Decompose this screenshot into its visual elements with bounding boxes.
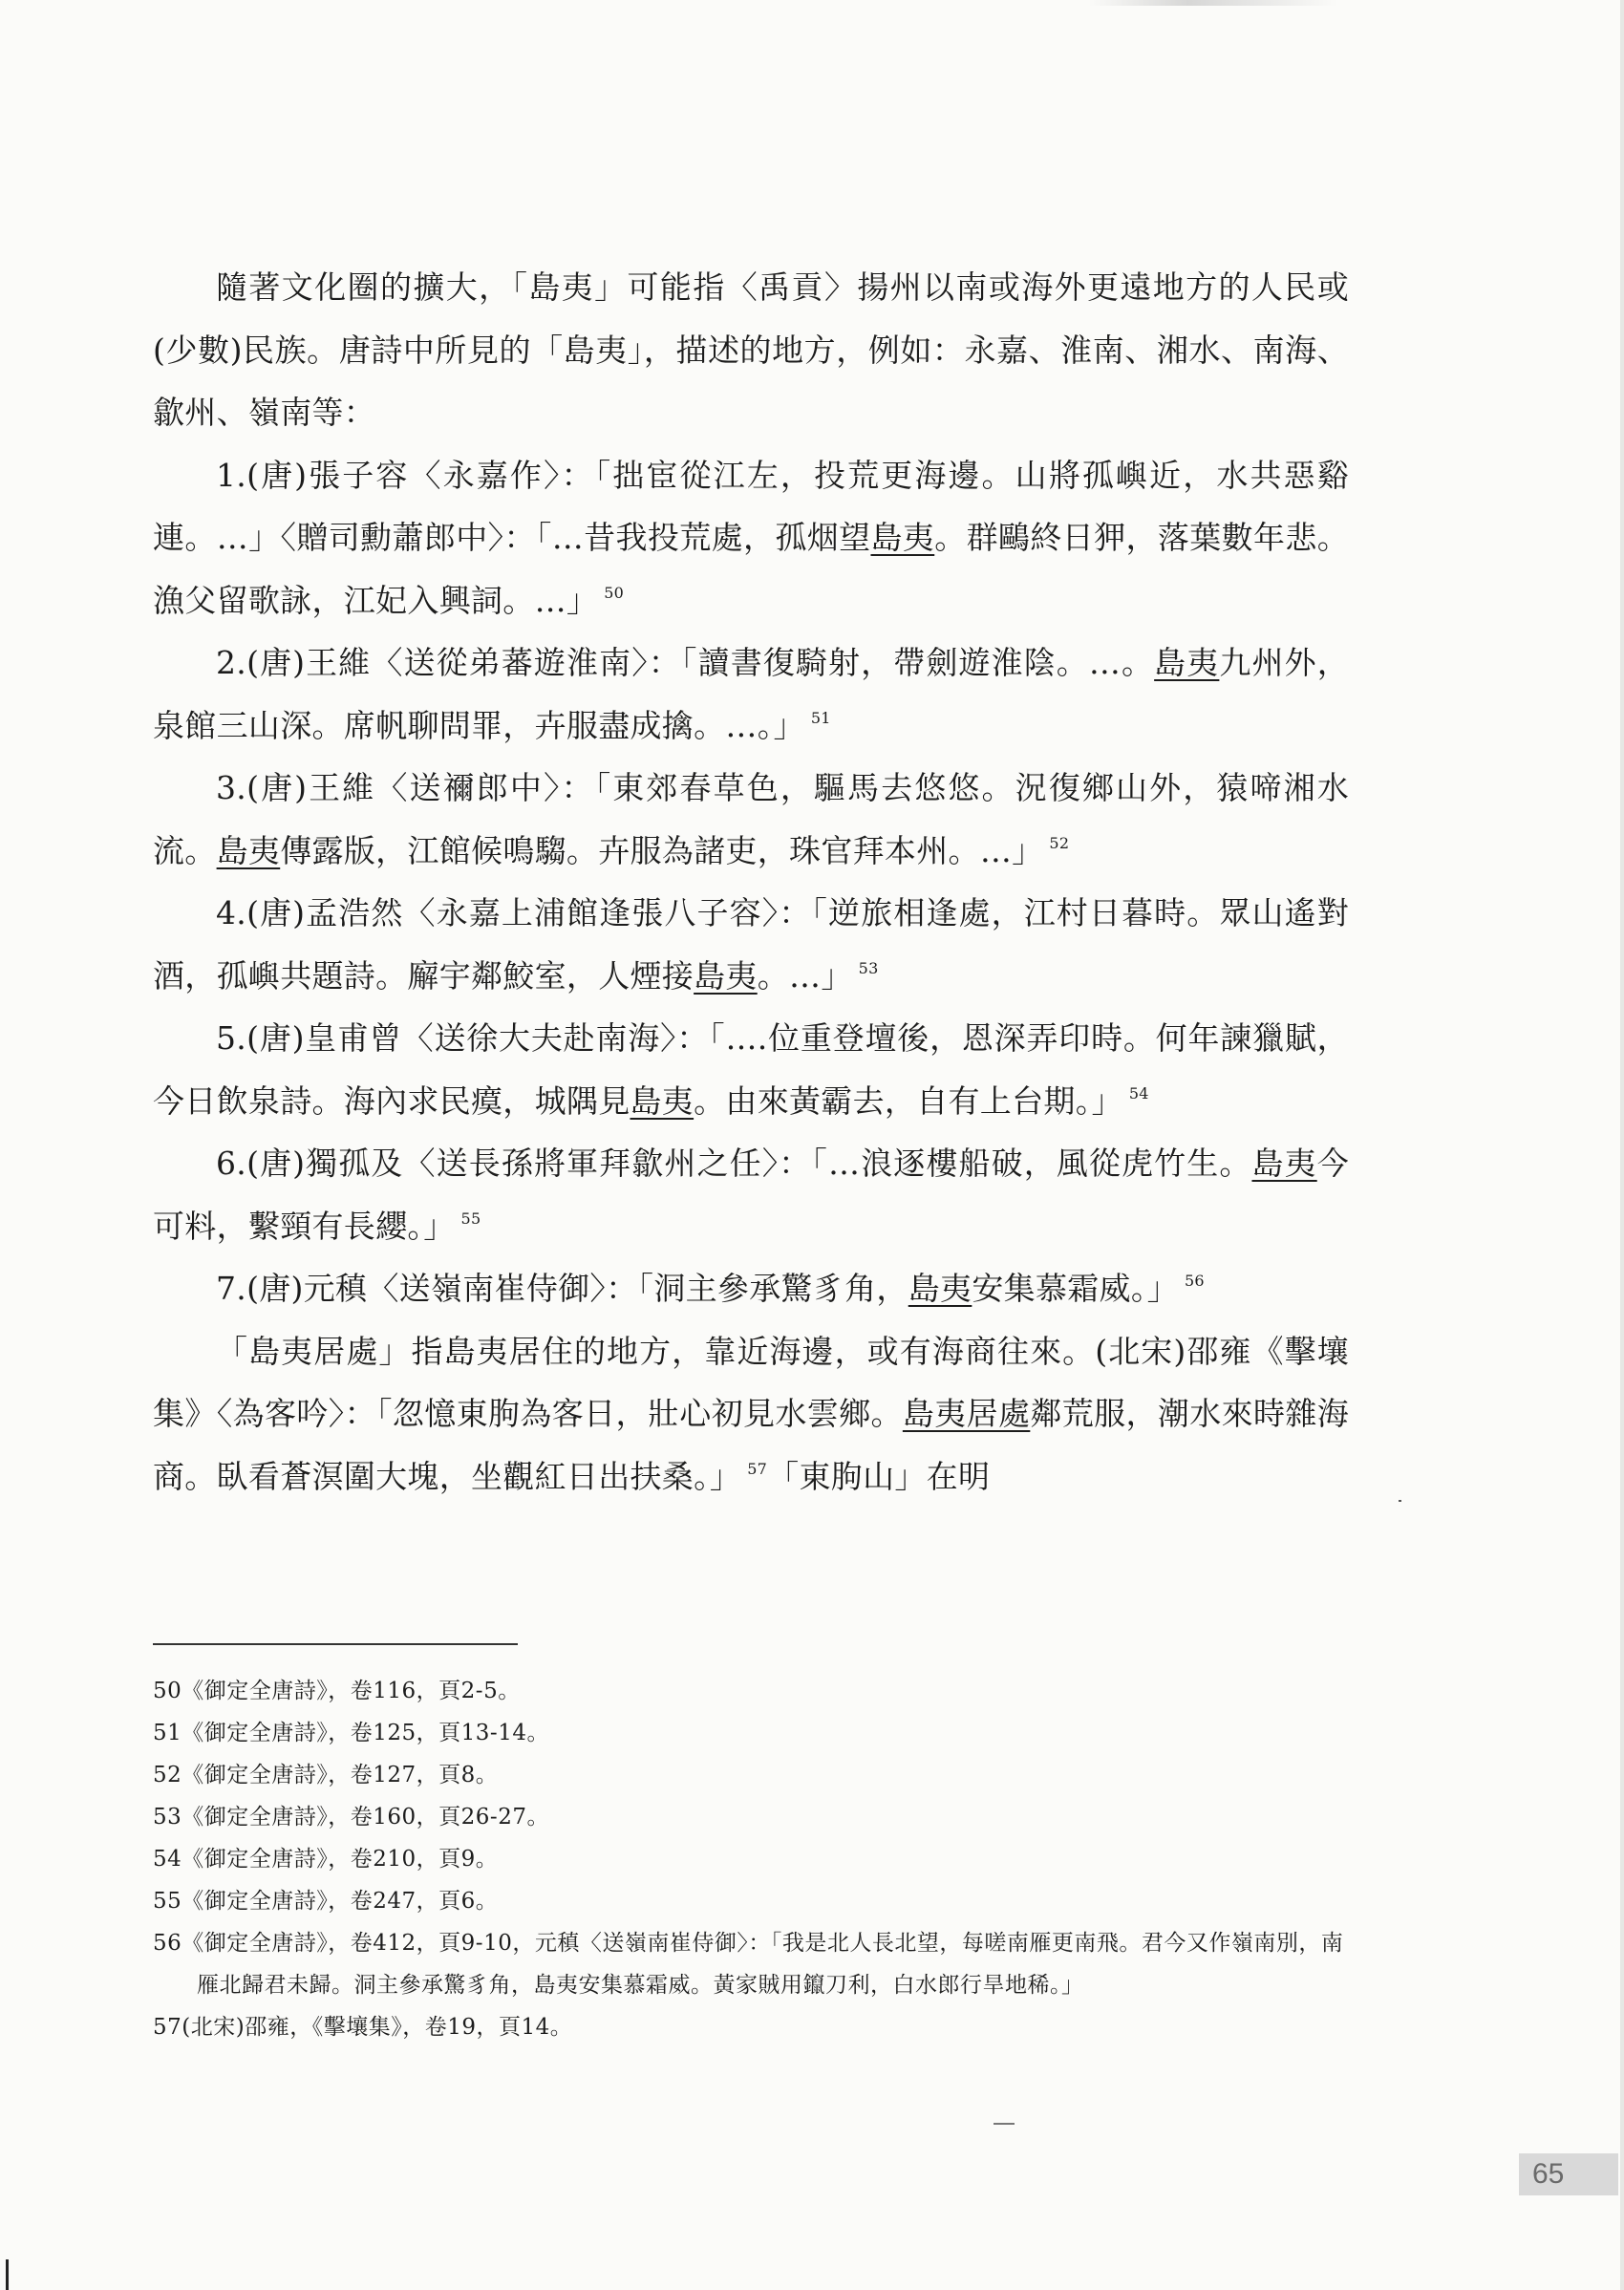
poem-item-3: 3.(唐)王維〈送禰郎中〉：「東郊春草色，驅馬去悠悠。況復鄉山外，猿啼湘水流。島夷傳露版，江館候鳴騶。卉服為諸吏，珠官拜本州。…」 $^{52}$: [153, 769, 1349, 869]
footnote-51: 51《御定全唐詩》，卷125，頁13-14。: [153, 1721, 549, 1745]
footnote-ref: 51: [810, 708, 831, 727]
footnotes: [153, 1670, 1357, 2048]
footnote-ref: 55: [460, 1209, 481, 1228]
poem-item-4: 4.(唐)孟浩然〈永嘉上浦館逢張八子容〉：「逆旅相逢處，江村日暮時。眾山遙對酒，孤嶼共題詩。廨宇鄰鮫室，人煙接島夷。…」 $^{53}$: [153, 894, 1349, 995]
underlined-term: 島夷: [694, 956, 758, 995]
underlined-term: 島夷: [908, 1270, 972, 1307]
footnote-57: 57(北宋)邵雍，《擊壤集》，卷19，頁14。: [153, 2015, 573, 2040]
footnote-ref: 56: [1184, 1272, 1205, 1290]
intro-paragraph: 隨著文化圈的擴大，「島夷」可能指〈禹貢〉揚州以南或海外更遠地方的人民或(少數)民族。唐詩中所見的「島夷」，描述的地方，例如：永嘉、淮南、湘水、南海、歙州、嶺南等：: [153, 268, 1349, 431]
footnote-52: 52《御定全唐詩》，卷127，頁8。: [153, 1763, 499, 1787]
page-edge: [1620, 0, 1624, 2290]
binding-mark: [6, 2259, 9, 2290]
footnote-ref: 50: [604, 583, 625, 602]
scan-speck: [994, 2123, 1015, 2125]
footnote-55: 55《御定全唐詩》，卷247，頁6。: [153, 1889, 499, 1914]
footnote-ref: 54: [1128, 1083, 1149, 1102]
footnote-50: 50《御定全唐詩》，卷116，頁2-5。: [153, 1679, 521, 1703]
underlined-term: 島夷居處: [902, 1395, 1031, 1432]
footnote-53: 53《御定全唐詩》，卷160，頁26-27。: [153, 1805, 549, 1830]
footnote-ref: 57: [747, 1459, 768, 1478]
footnote-56: 56《御定全唐詩》，卷412，頁9-10，元稹〈送嶺南崔侍御〉：「我是北人長北望，每嗟南雁更南飛。君今又作嶺南別，南雁北歸君未歸。洞主參承驚豸角，島夷安集慕霜威。黃家賊用鑹刀利，白水郎行旱地稀。」: [153, 1931, 1344, 1998]
underlined-term: 島夷: [1251, 1145, 1317, 1182]
poem-item-2: 2.(唐)王維〈送從弟蕃遊淮南〉：「讀書復騎射，帶劍遊淮陰。…。島夷九州外，泉館三山深。席帆聊問罪，卉服盡成擒。…。」 $^{51}$: [153, 644, 1350, 744]
closing-paragraph: 「島夷居處」指島夷居住的地方，靠近海邊，或有海商往來。(北宋)邵雍《擊壤集》〈為客吟〉：「忽憶東朐為客日，壯心初見水雲鄉。島夷居處鄰荒服，潮水來時雜海商。臥看蒼溟圍大塊，坐觀紅日出扶桑。」 $^{57}$「東朐山」在明: [153, 1332, 1350, 1495]
underlined-term: 島夷: [216, 831, 281, 869]
poem-item-7: 7.(唐)元稹〈送嶺南崔侍御〉：「洞主參承驚豸角，島夷安集慕霜威。」 $^{56}$: [216, 1270, 1205, 1307]
footnote-divider: [153, 1643, 518, 1645]
poem-item-5: 5.(唐)皇甫曾〈送徐大夫赴南海〉：「….位重登壇後，恩深弄印時。何年諫獵賦，今日飲泉詩。海內求民瘼，城隅見島夷。由來黃霸去，自有上台期。」 $^{54}$: [153, 1019, 1349, 1120]
poem-item-1: 1.(唐)張子容〈永嘉作〉：「拙宦從江左，投荒更海邊。山將孤嶼近，水共惡谿連。…」〈贈司勳蕭郎中〉：「…昔我投荒處，孤烟望島夷。群鷗終日狎，落葉數年悲。漁父留歌詠，江妃入興詞。…」 $^{50}$: [153, 456, 1349, 619]
footnote-ref: 52: [1049, 833, 1070, 852]
footnote-ref: 53: [858, 958, 879, 977]
footnote-54: 54《御定全唐詩》，卷210，頁9。: [153, 1847, 499, 1872]
poem-item-6: 6.(唐)獨孤及〈送長孫將軍拜歙州之任〉：「…浪逐樓船破，風從虎竹生。島夷今可料，繫頸有長纓。」 $^{55}$: [153, 1145, 1350, 1245]
page-number: 65: [1519, 2153, 1618, 2195]
scan-smudge: [1089, 0, 1337, 6]
scan-speck: [1399, 1500, 1401, 1502]
main-text: [153, 256, 1349, 1508]
underlined-term: 島夷: [630, 1081, 694, 1120]
underlined-term: 島夷: [870, 519, 935, 556]
underlined-term: 島夷: [1154, 644, 1220, 681]
